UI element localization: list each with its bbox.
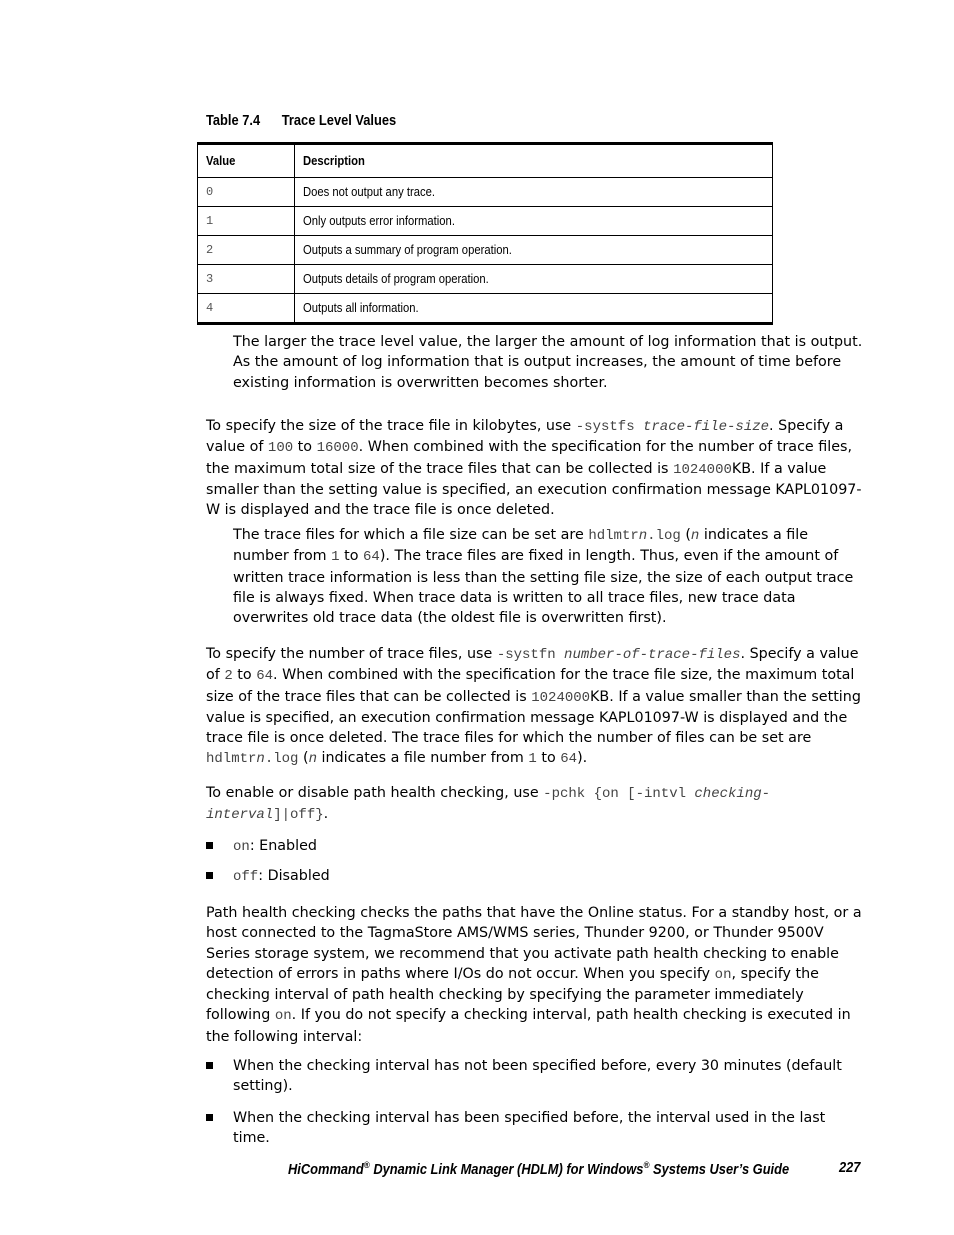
header-description: Description: [295, 144, 773, 178]
table-caption-number: Table 7.4: [206, 113, 261, 129]
cell-value: 1: [198, 207, 295, 236]
bullet-icon: [206, 842, 213, 849]
table-row: [198, 294, 773, 324]
header-value: Value: [198, 144, 295, 178]
page-number: 227: [839, 1160, 861, 1176]
cell-description: Outputs all information.: [295, 294, 773, 324]
table-row: [198, 265, 773, 294]
trace-file-size-paragraph: To specify the size of the trace file in kilobytes, use -systfs trace-file-size. Specify a value of 100 to 16000. When combined with the specification for the number of trace files, the maximum total size of the trace files that can be collected is 1024000KB. If a value smaller than the setting value is specified, an execution confirmation message KAPL01097-W is displayed and the trace file is once deleted.: [206, 418, 862, 519]
trace-file-number-paragraph: To specify the number of trace files, use -systfn number-of-trace-files. Specify a value of 2 to 64. When combined with the specification for the trace file size, the maximum total size of the trace files that can be collected is 1024000KB. If a value smaller than the setting value is specified, an execution confirmation message KAPL01097-W is displayed and the trace file is once deleted. The trace files for which the number of files can be set are hdlmtrn.log (n indicates a file number from 1 to 64).: [206, 646, 861, 768]
table-header-row: [198, 144, 773, 178]
path-health-check-paragraph: To enable or disable path health checking, use -pchk {on [-intvl checking-interval]|off}.: [206, 785, 771, 824]
document-page: Table 7.4 Trace Level Values Value Description 0 Does not output any trace. 1 Only outputs error information. 2 Outputs a summary of program operation. 3 Outputs details of program operation. 4 Outputs all information. The larger the trace level value, the larger the amount of log information that is output. As the amount of log information that is output increases, the amount of time before existing information is overwritten becomes shorter. To specify the size of the trace file in kilobytes, use -systfs trace-file-size. Specify a value of 100 to 16000. When combined with the specification for the number of trace files, the maximum total size of the trace files that can be collected is 1024000KB. If a value smaller than the setting value is specified, an execution confirmation message KAPL01097-W is displayed and the trace file is once deleted. The trace files for which a file size can be set are hdlmtrn.log (n indicates a file number from 1 to 64). The trace files are fixed in length. Thus, even if the amount of written trace information is less than the setting file size, the size of each output trace file is always fixed. When trace data is written to all trace files, new trace data overwrites old trace data (the oldest file is overwritten first). To specify the number of trace files, use -systfn number-of-trace-files. Specify a value of 2 to 64. When combined with the specification for the trace file size, the maximum total size of the trace files that can be collected is 1024000KB. If a value smaller than the setting value is specified, an execution confirmation message KAPL01097-W is displayed and the trace file is once deleted. The trace files for which the number of files can be set are hdlmtrn.log (n indicates a file number from 1 to 64). To enable or disable path health checking, use -pchk {on [-intvl checking-interval]|off}. on: Enabled off: Disabled Path health checking checks the paths that have the Online status. For a standby host, or a host connected to the TagmaStore AMS/WMS series, Thunder 9200, or Thunder 9500V Series storage system, we recommend that you activate path health checking to enable detection of errors in paths where I/Os do not occur. When you specify on, specify the checking interval of path health checking by specifying the parameter immediately following on. If you do not specify a checking interval, path health checking is executed in the following interval: When the checking interval has not been specified before, every 30 minutes (default setting). When the checking interval has been specified before, the interval used in the last time. HiCommand® Dynamic Link Manager (HDLM) for Windows® Systems User’s Guide 227: [0, 0, 954, 1235]
trace-file-note: The trace files for which a file size can be set are hdlmtrn.log (n indicates a file number from 1 to 64). The trace files are fixed in length. Thus, even if the amount of written trace information is less than the setting file size, the size of each output trace file is always fixed. When trace data is written to all trace files, new trace data overwrites old trace data (the oldest file is overwritten first).: [233, 527, 854, 627]
cell-description: Only outputs error information.: [295, 207, 773, 236]
table-caption-title: Trace Level Values: [281, 113, 397, 129]
cell-value: 2: [198, 236, 295, 265]
bullet-icon: [206, 1114, 213, 1121]
path-health-description-paragraph: Path health checking checks the paths that have the Online status. For a standby host, or a host connected to the TagmaStore AMS/WMS series, Thunder 9200, or Thunder 9500V Series storage system, we recommend that you activate path health checking to enable detection of errors in paths where I/Os do not occur. When you specify on, specify the checking interval of path health checking by specifying the parameter immediately following on. If you do not specify a checking interval, path health checking is executed in the following interval:: [206, 905, 862, 1045]
bullet-icon: [206, 872, 213, 879]
cell-description: Does not output any trace.: [295, 178, 773, 207]
cell-value: 0: [198, 178, 295, 207]
page-footer-title: HiCommand® Dynamic Link Manager (HDLM) for Windows® Systems User’s Guide: [288, 1160, 790, 1178]
table-row: [198, 207, 773, 236]
table-row: [198, 178, 773, 207]
cell-description: Outputs a summary of program operation.: [295, 236, 773, 265]
cell-value: 3: [198, 265, 295, 294]
cell-description: Outputs details of program operation.: [295, 265, 773, 294]
table-caption: [206, 113, 396, 129]
bullet-icon: [206, 1062, 213, 1069]
table-row: [198, 236, 773, 265]
trace-level-table: [197, 142, 773, 325]
cell-value: 4: [198, 294, 295, 324]
trace-level-note: The larger the trace level value, the larger the amount of log information that is output. As the amount of log information that is output increases, the amount of time before existing information is overwritten becomes shorter.: [233, 334, 863, 391]
